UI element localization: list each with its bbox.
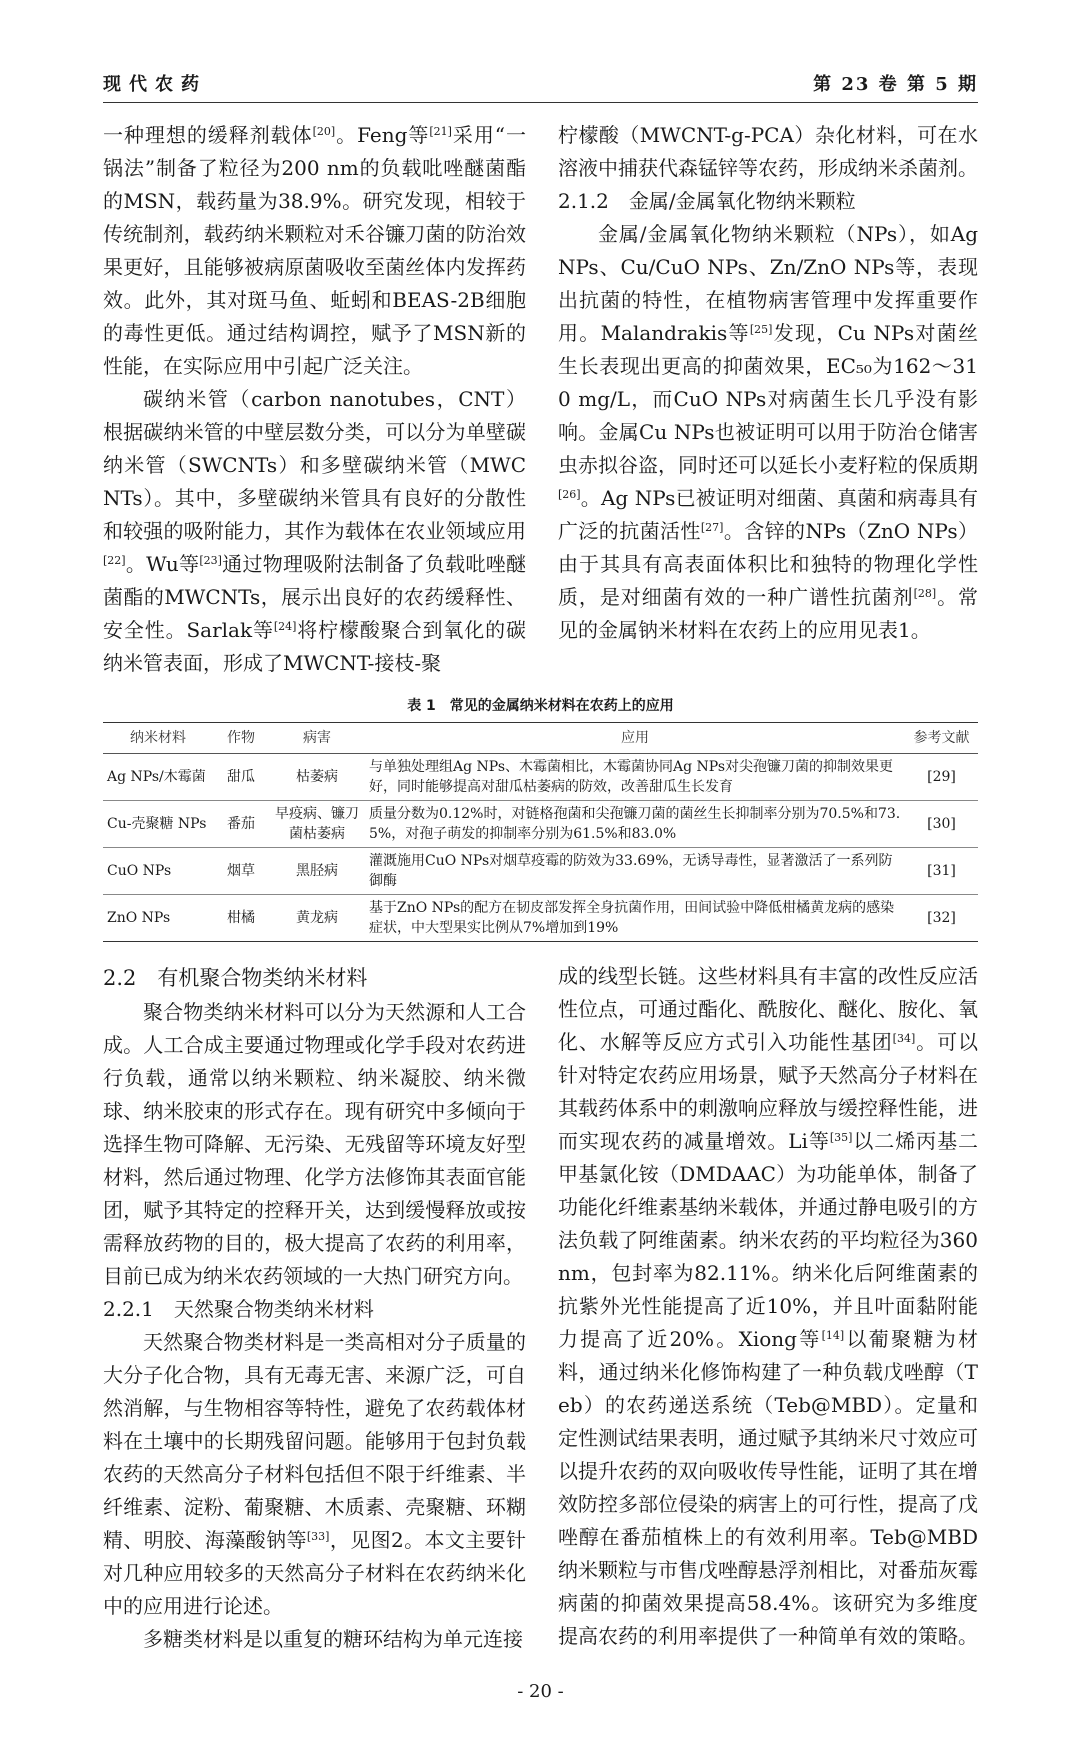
cell-crop: 甜瓜 — [213, 754, 269, 801]
paragraph: 一种理想的缓释剂载体[20]。Feng等[21]采用“一锅法”制备了粒径为200 nm的负载吡唑醚菌酯的MSN，载药量为38.9%。研究发现，相较于传统制剂，载药纳米颗粒对禾谷镰刀菌的防治效果更好，且能够被病原菌吸收至菌丝体内发挥药效。此外，其对斑马鱼、蚯蚓和BEAS-2B细胞的毒性更低。通过结构调控，赋予了MSN新的性能，在实际应用中引起广泛关注。 — [103, 123, 526, 378]
table-row — [103, 895, 978, 942]
journal-title: 现代农药 — [103, 74, 207, 95]
cell-application: 与单独处理组Ag NPs、木霉菌相比，木霉菌协同Ag NPs对尖孢镰刀菌的抑制效果更好，同时能够提高对甜瓜枯萎病的防效，改善甜瓜生长发育 — [365, 754, 905, 801]
right-column-bottom — [558, 960, 978, 1653]
cell-reference: [29] — [905, 754, 978, 801]
cell-material: Ag NPs/木霉菌 — [103, 754, 213, 801]
table-row — [103, 754, 978, 801]
cell-disease: 黑胫病 — [269, 848, 365, 895]
table-row — [103, 801, 978, 848]
top-columns — [103, 119, 978, 680]
cell-reference: [32] — [905, 895, 978, 942]
cell-crop: 番茄 — [213, 801, 269, 848]
cell-material: Cu-壳聚糖 NPs — [103, 801, 213, 848]
table-row — [103, 848, 978, 895]
bottom-columns — [103, 960, 978, 1656]
paragraph: 聚合物类纳米材料可以分为天然源和人工合成。人工合成主要通过物理或化学手段对农药进行负载，通常以纳米颗粒、纳米凝胶、纳米微球、纳米胶束的形式存在。现有研究中多倾向于选择生物可降解、无污染、无残留等环境友好型材料，然后通过物理、化学方法修饰其表面官能团，赋予其特定的控释开关，达到缓慢释放或按需释放药物的目的，极大提高了农药的利用率，目前已成为纳米农药领域的一大热门研究方向。 — [103, 1000, 526, 1288]
column-header: 参考文献 — [905, 723, 978, 754]
column-header: 作物 — [213, 723, 269, 754]
citation-ref: [33] — [306, 1530, 330, 1543]
citation-ref: [27] — [700, 521, 724, 534]
citation-ref: [34] — [892, 1032, 916, 1045]
paragraph: 碳纳米管（carbon nanotubes，CNT）根据碳纳米管的中壁层数分类，可以分为单壁碳纳米管（SWCNTs）和多壁碳纳米管（MWCNTs）。其中，多壁碳纳米管具有良好的分散性和较强的吸附能力，其作为载体在农业领域应用[22]。Wu等[23]通过物理吸附法制备了负载吡唑醚菌酯的MWCNTs，展示出良好的农药缓释性、安全性。Sarlak等[24]将柠檬酸聚合到氧化的碳纳米管表面，形成了MWCNT-接枝-聚 — [103, 387, 527, 675]
metal-nanomaterials-table — [103, 722, 978, 942]
cell-application: 基于ZnO NPs的配方在韧皮部发挥全身抗菌作用，田间试验中降低柑橘黄龙病的感染症状，中大型果实比例从7%增加到19% — [365, 895, 905, 942]
issue-info: 第 23 卷 第 5 期 — [813, 74, 978, 95]
section-heading: 2.2 有机聚合物类纳米材料 — [103, 966, 368, 990]
paragraph: 金属/金属氧化物纳米颗粒（NPs），如Ag NPs、Cu/CuO NPs、Zn/ZnO NPs等，表现出抗菌的特性，在植物病害管理中发挥重要作用。Malandrakis等[25]发现，Cu NPs对菌丝生长表现出更高的抑菌效果，EC₅₀为162～310 mg/L，而CuO NPs对病菌生长几乎没有影响。金属Cu NPs也被证明可以用于防治仓储害虫赤拟谷盗，同时还可以延长小麦籽粒的保质期[26]。Ag NPs已被证明对细菌、真菌和病毒具有广泛的抗菌活性[27]。含锌的NPs（ZnO NPs）由于其具有高表面体积比和独特的物理化学性质，是对细菌有效的一种广谱性抗菌剂[28]。常见的金属钠米材料在农药上的应用见表1。 — [558, 222, 979, 642]
section-heading: 2.1.2 金属/金属氧化物纳米颗粒 — [558, 189, 856, 213]
citation-ref: [14] — [821, 1329, 845, 1342]
citation-ref: [22] — [103, 554, 126, 567]
paragraph: 天然聚合物类材料是一类高相对分子质量的大分子化合物，具有无毒无害、来源广泛，可自然消解，与生物相容等特性，避免了农药载体材料在土壤中的长期残留问题。能够用于包封负载农药的天然高分子材料包括但不限于纤维素、半纤维素、淀粉、葡聚糖、木质素、壳聚糖、环糊精、明胶、海藻酸钠等[33]，见图2。本文主要针对几种应用较多的天然高分子材料在农药纳米化中的应用进行论述。 — [103, 1330, 526, 1618]
column-header: 纳米材料 — [103, 723, 213, 754]
cell-reference: [30] — [905, 801, 978, 848]
page-number: - 20 - — [517, 1681, 564, 1702]
section-heading: 2.2.1 天然聚合物类纳米材料 — [103, 1297, 374, 1321]
table-header-row — [103, 723, 978, 754]
table-block — [103, 696, 978, 942]
cell-reference: [31] — [905, 848, 978, 895]
left-column-bottom — [103, 960, 526, 1656]
right-column-top — [558, 119, 978, 647]
cell-application: 质量分数为0.12%时，对链格孢菌和尖孢镰刀菌的菌丝生长抑制率分别为70.5%和73.5%，对孢子萌发的抑制率分别为61.5%和83.0% — [365, 801, 905, 848]
table-caption: 表 1 常见的金属纳米材料在农药上的应用 — [407, 698, 674, 714]
citation-ref: [28] — [913, 587, 937, 600]
citation-ref: [26] — [558, 488, 581, 501]
cell-material: CuO NPs — [103, 848, 213, 895]
cell-application: 灌溉施用CuO NPs对烟草疫霉的防效为33.69%，无诱导毒性，显著激活了一系列防御酶 — [365, 848, 905, 895]
citation-ref: [23] — [199, 554, 222, 567]
column-header: 应用 — [365, 723, 905, 754]
cell-material: ZnO NPs — [103, 895, 213, 942]
citation-ref: [20] — [312, 125, 336, 138]
citation-ref: [35] — [829, 1131, 853, 1144]
cell-crop: 柑橘 — [213, 895, 269, 942]
paragraph: 柠檬酸（MWCNT-g-PCA）杂化材料，可在水溶液中捕获代森锰锌等农药，形成纳米杀菌剂。 — [558, 123, 978, 180]
column-header: 病害 — [269, 723, 365, 754]
cell-disease: 黄龙病 — [269, 895, 365, 942]
cell-crop: 烟草 — [213, 848, 269, 895]
paragraph: 多糖类材料是以重复的糖环结构为单元连接 — [143, 1627, 523, 1651]
left-column-top — [103, 119, 526, 680]
citation-ref: [25] — [749, 323, 773, 336]
cell-disease: 枯萎病 — [269, 754, 365, 801]
paragraph: 成的线型长链。这些材料具有丰富的改性反应活性位点，可通过酯化、酰胺化、醚化、胺化、氧化、水解等反应方式引入功能性基团[34]。可以针对特定农药应用场景，赋予天然高分子材料在其载药体系中的刺激响应释放与缓控释性能，进而实现农药的减量增效。Li等[35]以二烯丙基二甲基氯化铵（DMDAAC）为功能单体，制备了功能化纤维素基纳米载体，并通过静电吸引的方法负载了阿维菌素。纳米农药的平均粒径为360 nm，包封率为82.11%。纳米化后阿维菌素的抗紫外光性能提高了近10%，并且叶面黏附能力提高了近20%。Xiong等[14]以葡聚糖为材料，通过纳米化修饰构建了一种负载戊唑醇（Teb）的农药递送系统（Teb@MBD）。定量和定性测试结果表明，通过赋予其纳米尺寸效应可以提升农药的双向吸收传导性能，证明了其在增效防控多部位侵染的病害上的可行性，提高了戊唑醇在番茄植株上的有效利用率。Teb@MBD纳米颗粒与市售戊唑醇悬浮剂相比，对番茄灰霉病菌的抑菌效果提高58.4%。该研究为多维度提高农药的利用率提供了一种简单有效的策略。 — [558, 964, 979, 1648]
running-header — [103, 74, 978, 103]
cell-disease: 早疫病、镰刀菌枯萎病 — [269, 801, 365, 848]
citation-ref: [24] — [273, 620, 297, 633]
citation-ref: [21] — [429, 125, 452, 138]
